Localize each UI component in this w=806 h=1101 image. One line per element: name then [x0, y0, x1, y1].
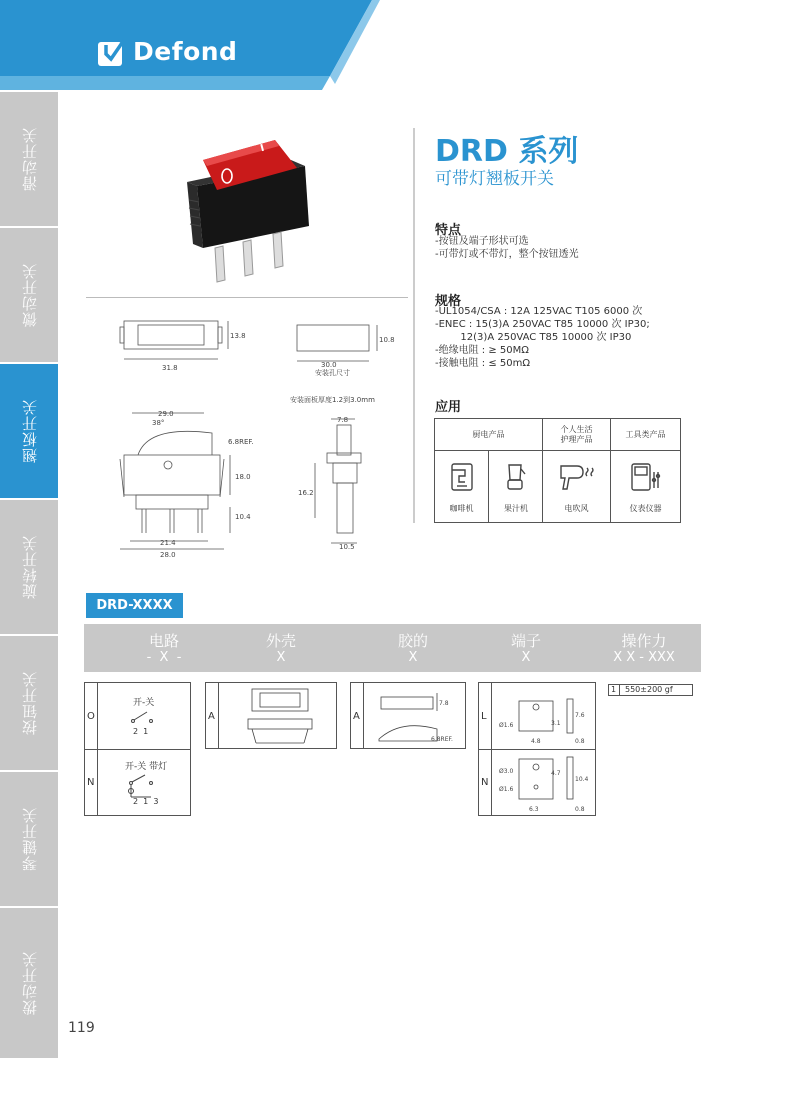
application-category: 工具类产品	[611, 419, 680, 451]
svg-text:38°: 38°	[152, 419, 165, 427]
svg-text:30.0: 30.0	[321, 361, 337, 369]
svg-text:Ø3.0: Ø3.0	[499, 768, 514, 775]
svg-text:7.8: 7.8	[337, 416, 349, 424]
column-code: X	[276, 650, 286, 665]
circuit-symbol	[125, 709, 165, 729]
terminal-drawing	[493, 751, 595, 815]
column-code: X	[521, 650, 531, 665]
svg-text:6.3: 6.3	[529, 806, 539, 813]
title-divider	[413, 128, 415, 523]
circuit-code: O	[87, 711, 95, 722]
features-heading: 特点	[435, 223, 462, 238]
housing-drawing	[242, 687, 322, 745]
product-title: DRD 系列	[435, 134, 579, 169]
circuit-pins: 2 1	[133, 727, 149, 736]
column-code: X	[408, 650, 418, 665]
coffee-machine-icon	[449, 462, 475, 492]
front-view-drawing	[108, 407, 268, 562]
side-tab[interactable]	[0, 228, 58, 362]
column-code: X X - XXX	[613, 650, 675, 665]
housing-options	[205, 682, 337, 749]
brand-name: Defond	[133, 37, 238, 66]
features-item: -按钮及端子形状可选	[435, 236, 529, 247]
housing-code: A	[208, 711, 215, 722]
hair-dryer-icon	[557, 462, 597, 492]
column-heading: 操作力	[621, 632, 667, 650]
svg-text:Ø1.6: Ø1.6	[499, 722, 514, 729]
cutout-drawing	[295, 323, 395, 378]
svg-text:3.1: 3.1	[551, 720, 561, 727]
svg-text:31.8: 31.8	[162, 364, 178, 372]
side-tab[interactable]	[0, 364, 58, 498]
svg-text:28.0: 28.0	[160, 551, 176, 559]
terminal-code: L	[481, 711, 487, 722]
part-number-badge: DRD-XXXX	[86, 593, 183, 618]
svg-text:10.4: 10.4	[235, 513, 251, 521]
application-table	[434, 418, 681, 523]
column-code: - X -	[146, 650, 182, 665]
terminal-options	[478, 682, 596, 816]
product-subtitle: 可带灯翘板开关	[435, 169, 554, 189]
button-options	[350, 682, 466, 749]
divider	[86, 297, 408, 298]
svg-text:4.8: 4.8	[531, 738, 541, 745]
circuit-pins: 2 1 3	[133, 797, 159, 806]
side-tab[interactable]	[0, 772, 58, 906]
side-tab[interactable]	[0, 908, 58, 1058]
side-tab-label: 翘板开关	[20, 399, 39, 463]
circuit-options	[84, 682, 191, 816]
page-number: 119	[68, 1020, 95, 1036]
side-tab-label: 旋转开关	[20, 535, 39, 599]
spec-item: -UL1054/CSA : 12A 125VAC T105 6000 次	[435, 306, 643, 317]
column-heading: 端子	[510, 632, 541, 650]
application-category: 个人生活 护理产品	[543, 419, 610, 451]
spec-item: 12(3)A 250VAC T85 10000 次 IP30	[435, 332, 632, 343]
svg-text:10.4: 10.4	[575, 776, 589, 783]
svg-text:10.8: 10.8	[379, 336, 395, 344]
terminal-code: N	[481, 777, 489, 788]
column-heading: 外壳	[265, 632, 296, 650]
svg-text:0.8: 0.8	[575, 806, 585, 813]
force-value: 550±200 gf	[625, 685, 673, 694]
application-category: 厨电产品	[435, 419, 542, 451]
juicer-icon	[505, 462, 527, 492]
application-item: 电吹风	[564, 504, 589, 513]
side-tab-label: 滑动开关	[20, 127, 39, 191]
svg-text:安装面板厚度1.2到3.0mm: 安装面板厚度1.2到3.0mm	[290, 396, 375, 404]
specs-heading: 规格	[435, 294, 462, 309]
svg-text:4.7: 4.7	[551, 770, 561, 777]
svg-text:29.0: 29.0	[158, 410, 174, 418]
measuring-instrument-icon	[630, 462, 662, 492]
column-heading: 电路	[148, 632, 179, 650]
svg-text:Ø1.6: Ø1.6	[499, 786, 514, 793]
svg-text:18.0: 18.0	[235, 473, 251, 481]
application-heading: 应用	[435, 400, 462, 415]
force-options	[608, 684, 693, 696]
svg-text:10.5: 10.5	[339, 543, 355, 551]
force-code: 1	[611, 685, 617, 694]
switch-product-photo	[175, 130, 325, 300]
application-item: 仪表仪器	[629, 504, 662, 513]
side-tab-label: 琴键开关	[20, 807, 39, 871]
button-drawing	[371, 689, 465, 745]
side-tab-label: 按钮开关	[20, 671, 39, 735]
svg-text:安装孔尺寸: 安装孔尺寸	[315, 369, 350, 377]
application-item: 咖啡机	[449, 504, 474, 513]
logo-icon	[97, 38, 127, 68]
features-item: -可带灯或不带灯，整个按钮透光	[435, 249, 579, 260]
svg-text:7.6: 7.6	[575, 712, 585, 719]
ordering-code-bar	[84, 624, 701, 672]
terminal-drawing	[493, 687, 595, 747]
spec-item: -ENEC : 15(3)A 250VAC T85 10000 次 IP30;	[435, 319, 650, 330]
svg-text:6.8REF.: 6.8REF.	[228, 438, 254, 446]
side-tab[interactable]	[0, 92, 58, 226]
svg-text:13.8: 13.8	[230, 332, 246, 340]
svg-text:21.4: 21.4	[160, 539, 176, 547]
side-tab-label: 微动开关	[20, 263, 39, 327]
application-item: 果汁机	[504, 504, 528, 513]
svg-text:6.8REF.: 6.8REF.	[431, 736, 453, 743]
top-view-drawing	[118, 315, 258, 375]
side-tab[interactable]	[0, 636, 58, 770]
svg-text:7.8: 7.8	[439, 700, 449, 707]
svg-text:0.8: 0.8	[575, 738, 585, 745]
side-tab-label: 拨动开关	[20, 951, 39, 1015]
side-view-drawing	[295, 413, 375, 553]
button-code: A	[353, 711, 360, 722]
side-tab[interactable]	[0, 500, 58, 634]
panel-thickness-note	[290, 392, 380, 404]
circuit-label: 开-关	[133, 698, 155, 708]
column-heading: 胶的	[397, 632, 428, 650]
svg-text:16.2: 16.2	[298, 489, 314, 497]
spec-item: -接触电阻 : ≤ 50mΩ	[435, 358, 530, 369]
circuit-label: 开-关 带灯	[125, 762, 168, 772]
spec-item: -绝缘电阻 : ≥ 50MΩ	[435, 345, 529, 356]
circuit-code: N	[87, 777, 95, 788]
